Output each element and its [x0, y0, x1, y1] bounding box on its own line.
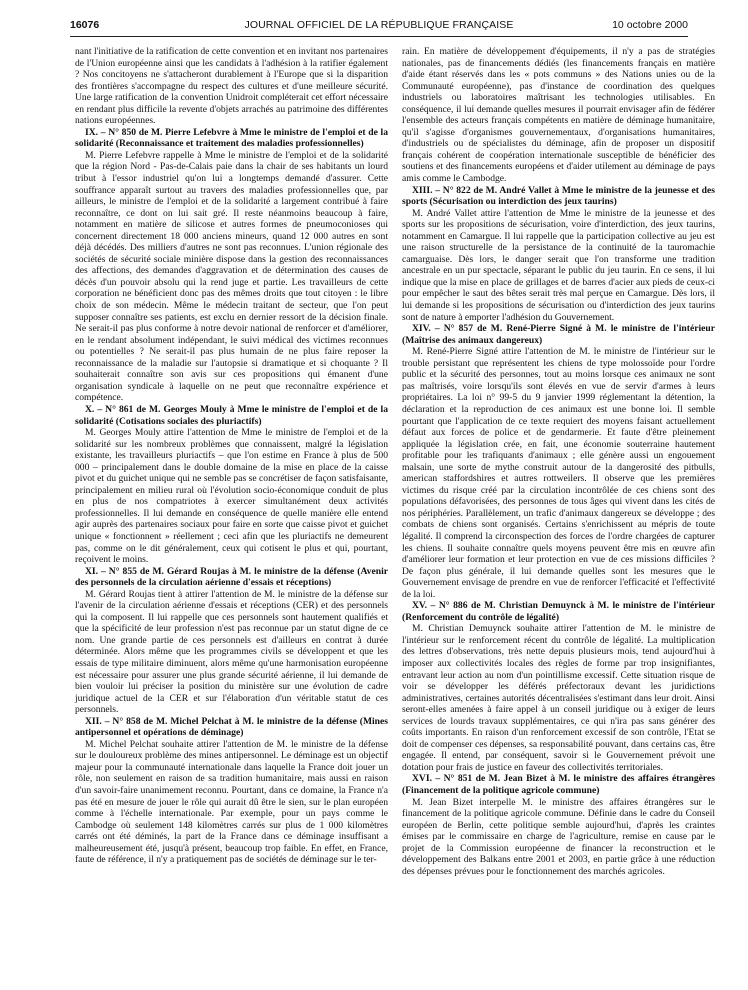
- continued-paragraph: rain. En matière de développement d'équipements, il n'y a pas de stratégies nationales, pas de financements dédiés (les financements français en matière d'aide étant réservés dans les « pots communs » des Nations unies ou de la Communauté européenne), pas d'instance de coordination des quelques industriels ou laboratoires maîtrisant les technologies utilisables. En conséquence, il lui demande quelles mesures il pourrait envisager afin de fédérer l'ensemble des acteurs français compétents en matière de déminage humanitaire, qu'il s'agisse d'organismes gouvernementaux, d'organisations humanitaires, d'industriels ou de spécialistes du déminage, afin de proposer un dispositif français cohérent de coopération internationale susceptible de bénéficier des soutiens et des financements européens et d'aider utilement au déminage de pays amis comme le Cambodge.: [402, 46, 715, 185]
- question-paragraph: M. Christian Demuynck souhaite attirer l'attention de M. le ministre de l'intérieur sur le renforcement récent du contrôle de légalité. La multiplication des lettres d'observations, très nette depuis plusieurs mois, tend aujourd'hui à imposer aux collectivités locales des règles de forme par trop insignifiantes, entravant leur action au nom d'un pointillisme excessif. Cette situation risque de voir se développer les déférés préfectoraux devant les juridictions administratives, certaines autorités décentralisées s'estimant dans leur droit. Ainsi seront-elles amenées à faire appel à un conseil juridique ou à exiger de leurs services de lourds travaux supplémentaires, ce qui n'ira pas sans générer des coûts importants. En raison d'un renforcement excessif de son contrôle, l'Etat se doit de compenser ces dépenses, sa responsabilité pouvant, dans certains cas, être engagée. Il entend, par conséquent, savoir si le Gouvernement prévoit une dotation pour frais de justice en faveur des collectivités territoriales.: [402, 623, 715, 773]
- question-heading: XIV. – N° 857 de M. René-Pierre Signé à M. le ministre de l'intérieur (Maîtrise des animaux dangereux): [402, 323, 715, 346]
- page-header: [70, 19, 688, 35]
- question-paragraph: M. André Vallet attire l'attention de Mme le ministre de la jeunesse et des sports sur les propositions de sécurisation, voire d'interdiction, des jeux taurins, notamment en Camargue. Il lui rappelle que la participation collective au jeu est une raison structurelle de la persistance de la continuité de la tauromachie camarguaise. Dès lors, le danger serait que l'on transforme une tradition ancestrale en un pur spectacle, séparant le public du jeu taurin. En ce sens, il lui indique que la mise en place de grillages et de barres d'acier aux pieds de ceux-ci pour empêcher le saut des bêtes serait très mal perçue en Camargue. Dès lors, il lui demande si les propositions de sécurisation ou d'interdiction des jeux taurins sont de nature à emporter l'adhésion du Gouvernement.: [402, 207, 715, 323]
- question-paragraph: M. Pierre Lefebvre rappelle à Mme le ministre de l'emploi et de la solidarité que la région Nord - Pas-de-Calais paie dans la chair de ses habitants un lourd tribut à l'essor industriel qu'on lui a longtemps demandé d'assurer. Cette souffrance apparaît surtout au travers des maladies professionnelles que, par ailleurs, le ministre de l'emploi et de la solidarité a largement contribué à faire reconnaître, ce dont on lui sait gré. Il reste néanmoins beaucoup à faire, notamment en matière de silicose et autres formes de pneumoconioses qui concernent directement 18 000 anciens mineurs, quand 12 000 autres en sont déjà décédés. Des milliers d'autres ne sont pas reconnues. L'union régionale des sociétés de sécurité sociale minière dispose dans la gestion des reconnaissances des affections, des demandes d'aggravation et de détermination des causes de décès d'un pouvoir absolu qui la rend juge et partie. Les travailleurs de cette corporation ne bénéficient donc pas des mêmes droits que tout citoyen : le libre choix de son médecin. Même le médecin traitant de secteur, que l'on peut supposer connaître ses patients, est exclu en dernier ressort de la décision finale. Ne serait-il pas plus conforme à notre devoir national de renforcer et d'améliorer, en le rendant absolument indépendant, le suivi médical des victimes reconnues ou potentielles ? Ne serait-il pas plus humain de ne plus faire reposer la reconnaissance de la maladie sur l'autopsie si dramatique et si choquante ? Il souhaiterait connaître son avis sur ces propositions qui émanent d'une organisation syndicale à laquelle on ne peut que reconnaître expérience et compétence.: [75, 149, 388, 404]
- question-heading: XII. – N° 858 de M. Michel Pelchat à M. le ministre de la défense (Mines antipersonnel et opérations de déminage): [75, 715, 388, 739]
- question-heading: XIII. – N° 822 de M. André Vallet à Mme le ministre de la jeunesse et des sports (Sécurisation ou interdiction des jeux taurins): [402, 184, 715, 208]
- question-heading: IX. – N° 850 de M. Pierre Lefebvre à Mme le ministre de l'emploi et de la solidarité (Reconnaissance et traitement des maladies professionnelles): [75, 126, 388, 150]
- question-paragraph: M. Michel Pelchat souhaite attirer l'attention de M. le ministre de la défense sur le douloureux problème des mines antipersonnel. Le déminage est un objectif majeur pour la communauté internationale dans laquelle la France doit jouer un rôle, non seulement en raison de sa tradition humanitaire, mais aussi en raison d'un savoir-faire unanimement reconnu. Pourtant, dans ce domaine, la France n'a pas été en mesure de jouer le rôle qui aurait dû être le sien, sur le plan européen comme à l'échelle internationale. Par exemple, pour un pays comme le Cambodge où seulement 148 kilomètres carrés sur plus de 1 000 kilomètres carrés ont été déminés, la part de la France dans ce déminage insuffisant a malheureusement été, jusqu'à présent, beaucoup trop faible. En effet, en France, faute de référence, il n'y a pratiquement pas de sociétés de déminage sur le ter-: [75, 738, 388, 866]
- left-column: [75, 46, 388, 866]
- continued-paragraph: nant l'initiative de la ratification de cette convention et en invitant nos partenaires de l'Union européenne ainsi que les candidats à l'adhésion à la ratifier également ? Nos concitoyens ne s'attacheront durablement à l'Europe que si la disparition des frontières s'accompagne du respect des cultures et d'une meilleure sécurité. Une large ratification de la convention Unidroit compléterait cet effort nécessaire en rendant plus difficile la revente d'objets arrachés au patrimoine des différentes nations européennes.: [75, 46, 388, 127]
- page-number: 16076: [70, 19, 100, 31]
- question-paragraph: M. Jean Bizet interpelle M. le ministre des affaires étrangères sur le financement de la politique agricole commune. Définie dans le cadre du Conseil européen de Berlin, cette politique semble aujourd'hui, d'après les craintes émises par le commissaire en charge de l'agriculture, remise en cause par le projet de la Commission européenne de financer la reconstruction et le développement des Balkans entre 2001 et 2003, en partie grâce à une réduction des dépenses prévues pour le fonctionnement des marchés agricoles.: [402, 796, 715, 877]
- issue-date: 10 octobre 2000: [612, 19, 688, 31]
- header-rule: [70, 36, 688, 37]
- question-paragraph: M. Georges Mouly attire l'attention de Mme le ministre de l'emploi et de la solidarité sur les nombreux problèmes que connaissent, malgré la législation existante, les travailleurs pluriactifs – que l'on estime en France à plus de 500 000 – principalement dans le double domaine de la mise en place de la caisse pivot et du guichet unique qui ne semble pas se concrétiser de façon satisfaisante, principalement en milieu rural où l'évolution socio-économique conduit de plus en plus de nos compatriotes à exercer simultanément deux activités professionnelles. Il lui demande en conséquence de quelle manière elle entend agir auprès des partenaires sociaux pour faire en sorte que caisse pivot et guichet unique « fonctionnent » réellement ; ceci afin que les pluriactifs ne demeurent pas, comme on le dit généralement, ceux qui cotisent le plus et qui, pourtant, reçoivent le moins.: [75, 427, 388, 566]
- journal-title: JOURNAL OFFICIEL DE LA RÉPUBLIQUE FRANÇAISE: [244, 19, 514, 31]
- right-column: [402, 46, 715, 877]
- question-heading: X. – N° 861 de M. Georges Mouly à Mme le ministre de l'emploi et de la solidarité (Cotisations sociales des pluriactifs): [75, 403, 388, 427]
- question-heading: XVI. – N° 851 de M. Jean Bizet à M. le ministre des affaires étrangères (Financement de la politique agricole commune): [402, 773, 715, 796]
- question-heading: XI. – N° 855 de M. Gérard Roujas à M. le ministre de la défense (Avenir des personnels de la circulation aérienne d'essais et réceptions): [75, 565, 388, 589]
- question-heading: XV. – N° 886 de M. Christian Demuynck à M. le ministre de l'intérieur (Renforcement du contrôle de légalité): [402, 600, 715, 623]
- question-paragraph: M. Gérard Roujas tient à attirer l'attention de M. le ministre de la défense sur l'avenir de la circulation aérienne d'essais et réceptions (CER) et des personnels qui la composent. Il lui rappelle que ces personnels sont hautement qualifiés et que la spécificité de leur profession n'est pas reconnue par un statut digne de ce nom. Une grande partie de ces personnels est d'ailleurs en contrat à durée déterminée. Alors même que les programmes civils se développent et que les essais de type militaire diminuent, alors même qu'une harmonisation européenne est nécessaire pour assurer une plus grande sécurité aérienne, il lui demande de bien vouloir lui préciser la position du ministère sur une évolution de cadre juridique actuel de la CER et sur l'élaboration d'un véritable statut de ces personnels.: [75, 588, 388, 716]
- question-paragraph: M. René-Pierre Signé attire l'attention de M. le ministre de l'intérieur sur le trouble persistant que représentent les chiens de type molossoïde pour l'ordre public et la sécurité des personnes, tout au moins lorsque ces animaux ne sont pas maîtrisés, voire lorsqu'ils sont élevés en vue de servir d'armes à leurs propriétaires. La loi n° 99-5 du 9 janvier 1999 réglementant la détention, la déclaration et la reproduction de ces animaux est une bonne loi. Il semble pourtant que l'application de ce texte requiert des moyens faisant actuellement défaut aux forces de police et de gendarmerie. Et faute d'être pleinement appliquée la législation crée, en fait, une économie souterraine hautement profitable pour les trafiquants d'animaux ; elle génère aussi un engouement malsain, une sorte de mythe construit autour de la dangerosité des pitbulls, american staffordshires et autres rottweilers. Il observe que les premières victimes du risque créé par la circulation incontrôlée de ces chiens sont des populations défavorisées, des personnes de tous âges qui vivent dans les cités de nos périphéries. Parallèlement, un trafic d'animaux dangereux se développe ; des combats de chiens sont organisés. Certains s'enrichissent au mépris de toute légalité. Il comprend la circonspection des forces de l'ordre chargées de capturer les chiens. Il souhaite connaître quels moyens peuvent être mis en œuvre afin d'améliorer leur formation et leur protection en vue de ces missions difficiles ? De façon plus générale, il lui demande quelles sont les mesures que le Gouvernement envisage de prendre en vue de renforcer l'efficacité et l'effectivité de la loi.: [402, 346, 715, 600]
